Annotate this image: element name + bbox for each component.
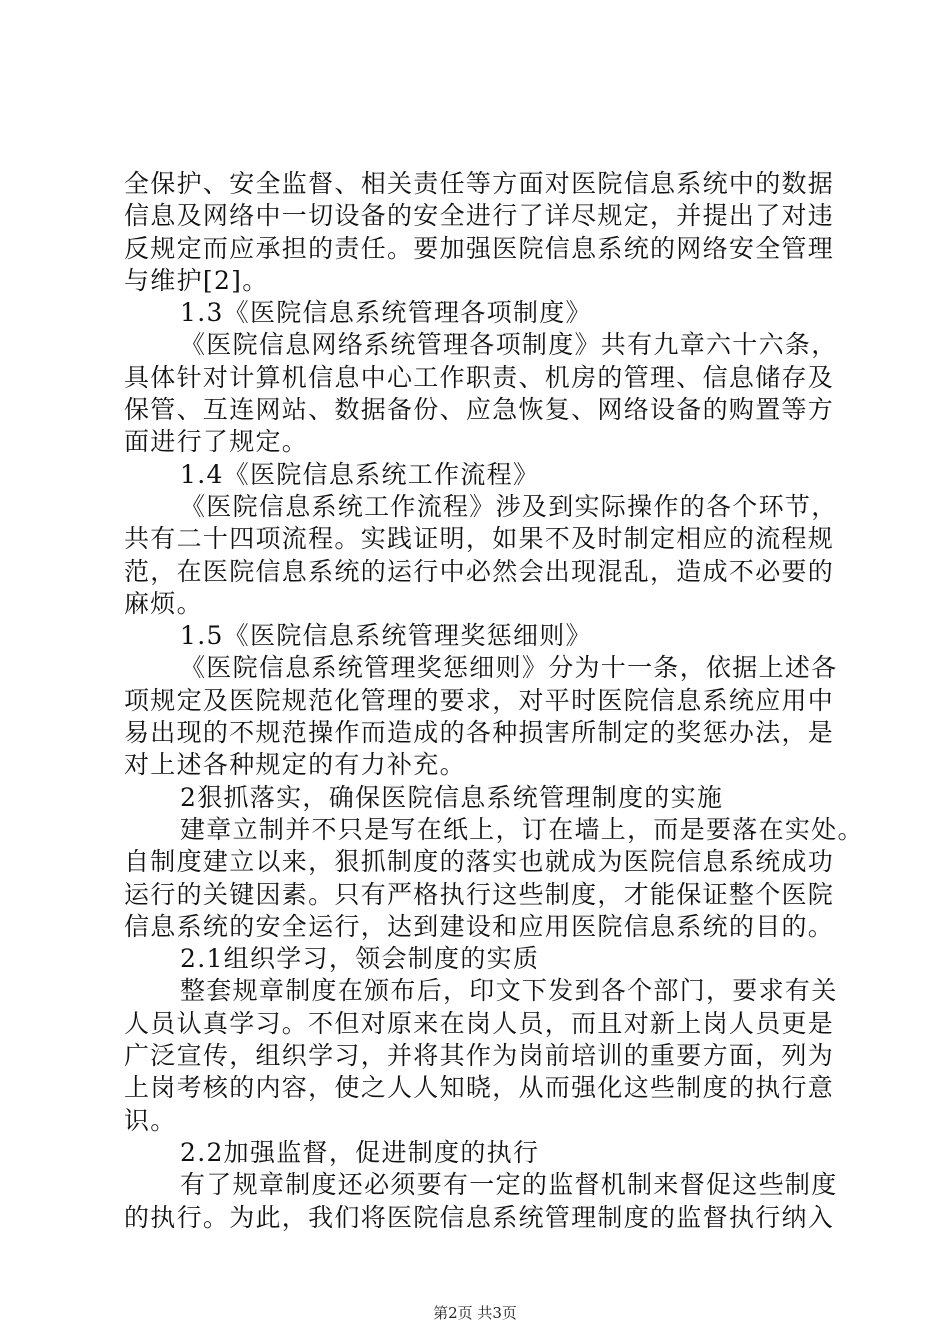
section-heading: 2狠抓落实，确保医院信息系统管理制度的实施 [180,782,724,812]
body-line: 上岗考核的内容，使之人人知晓，从而强化这些制度的执行意 [124,1073,835,1103]
body-line: 保管、互连网站、数据备份、应急恢复、网络设备的购置等方 [124,395,835,425]
document-body [124,168,864,1234]
body-line: 识。 [124,1105,177,1135]
body-line: 信息及网络中一切设备的安全进行了详尽规定，并提出了对违 [124,201,835,231]
section-heading: 1.5《医院信息系统管理奖惩细则》 [180,621,592,651]
body-line: 运行的关键因素。只有严格执行这些制度，才能保证整个医院 [124,879,835,909]
body-line: 对上述各种规定的有力补充。 [124,750,466,780]
body-line: 反规定而应承担的责任。要加强医院信息系统的网络安全管理 [124,233,835,263]
section-heading: 1.4《医院信息系统工作流程》 [180,459,540,489]
section-heading: 1.3《医院信息系统管理各项制度》 [180,298,592,328]
section-heading: 2.1组织学习，领会制度的实质 [180,944,540,974]
body-line: 《医院信息网络系统管理各项制度》共有九章六十六条， [180,330,838,360]
body-line: 《医院信息系统工作流程》涉及到实际操作的各个环节， [180,491,838,521]
body-line: 共有二十四项流程。实践证明，如果不及时制定相应的流程规 [124,524,835,554]
body-line: 建章立制并不只是写在纸上，订在墙上，而是要落在实处。 [180,814,864,844]
body-line: 的执行。为此，我们将医院信息系统管理制度的监督执行纳入 [124,1202,835,1232]
body-line: 信息系统的安全运行，达到建设和应用医院信息系统的目的。 [124,911,835,941]
body-line: 全保护、安全监督、相关责任等方面对医院信息系统中的数据 [124,169,835,198]
body-line: 面进行了规定。 [124,427,309,457]
body-line: 项规定及医院规范化管理的要求，对平时医院信息系统应用中 [124,685,835,715]
body-line: 有了规章制度还必须要有一定的监督机制来督促这些制度 [180,1170,838,1200]
section-heading: 2.2加强监督，促进制度的执行 [180,1137,540,1167]
body-line: 人员认真学习。不但对原来在岗人员，而且对新上岗人员更是 [124,1008,835,1038]
body-line: 范，在医院信息系统的运行中必然会出现混乱，造成不必要的 [124,556,835,586]
body-line: 麻烦。 [124,588,203,618]
body-line: 《医院信息系统管理奖惩细则》分为十一条，依据上述各 [180,653,838,683]
body-line: 整套规章制度在颁布后，印文下发到各个部门，要求有关 [180,976,838,1006]
body-line: 与维护[2]。 [124,265,269,295]
body-line: 易出现的不规范操作而造成的各种损害所制定的奖惩办法，是 [124,718,835,748]
body-line: 自制度建立以来，狠抓制度的落实也就成为医院信息系统成功 [124,847,835,877]
body-line: 具体针对计算机信息中心工作职责、机房的管理、信息储存及 [124,362,835,392]
page-number: 第2页 共3页 [433,1304,517,1322]
body-line: 广泛宣传，组织学习，并将其作为岗前培训的重要方面，列为 [124,1041,835,1071]
